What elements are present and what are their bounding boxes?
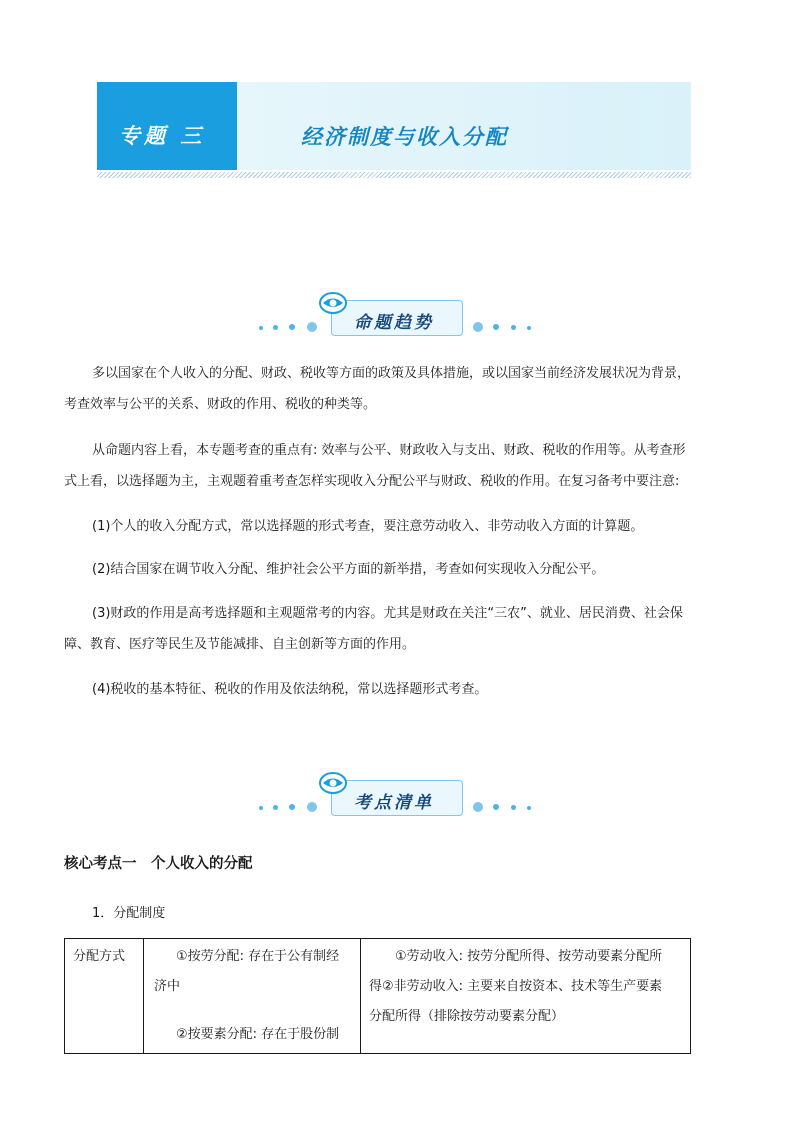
right-line-3: 分配所得（排除按劳动要素分配） [369,1009,565,1024]
topic-label-box [97,82,237,170]
right-line-1: ①劳动收入: 按劳分配所得、按劳动要素分配所 [395,949,663,964]
eye-icon [319,772,347,794]
trend-p2-line1: 从命题内容上看，本专题考查的重点有: 效率与公平、财政收入与支出、财政、税收的作用等。从考查形 [92,443,686,458]
table-label: 分配方式 [73,949,126,964]
trend-section-badge [255,300,535,340]
banner-divider [97,172,691,178]
table-mid-cell [144,939,361,1054]
trend-badge-label: 命题趋势 [354,313,434,333]
topic-title-box [237,82,691,170]
checklist-badge-label: 考点清单 [354,793,434,813]
trend-item-4: (4)税收的基本特征、税收的作用及依法纳税，常以选择题形式考查。 [92,682,488,697]
dots-left [255,804,325,814]
dots-right [473,804,543,814]
mid-line-1: ①按劳分配: 存在于公有制经 [176,949,340,964]
trend-item-3-line1: (3)财政的作用是高考选择题和主观题常考的内容。尤其是财政在关注“三农”、就业、居民消费、社会保 [92,606,683,621]
checklist-badge-box [331,780,463,816]
table-row [65,939,691,1054]
trend-p2-line2: 式上看，以选择题为主，主观题着重考查怎样实现收入分配公平与财政、税收的作用。在复习备考中要注意: [64,474,680,489]
table-label-cell [65,939,144,1054]
topic-title: 经济制度与收入分配 [301,125,508,149]
topic-banner [97,82,691,170]
trend-badge-box [331,300,463,336]
right-line-2: 得②非劳动收入: 主要来自按资本、技术等生产要素 [369,979,663,994]
distribution-subhead: 1．分配制度 [92,906,166,921]
mid-line-2: 济中 [154,979,181,994]
trend-item-1: (1)个人的收入分配方式，常以选择题的形式考查，要注意劳动收入、非劳动收入方面的计算题。 [92,519,644,534]
distribution-table [64,938,691,1054]
trend-p1-line2: 考查效率与公平的关系、财政的作用、税收的种类等。 [64,397,377,412]
topic-label: 专题 三 [119,124,206,148]
mid-line-3: ②按要素分配: 存在于股份制 [176,1027,340,1042]
dots-left [255,324,325,334]
trend-p1-line1: 多以国家在个人收入的分配、财政、税收等方面的政策及具体措施，或以国家当前经济发展状况为背景， [92,366,691,381]
eye-icon [319,292,347,314]
dots-right [473,324,543,334]
table-right-cell [361,939,691,1054]
core-point-title: 核心考点一 个人收入的分配 [64,856,253,872]
trend-item-3-line2: 障、教育、医疗等民生及节能减排、自主创新等方面的作用。 [64,637,416,652]
trend-item-2: (2)结合国家在调节收入分配、维护社会公平方面的新举措，考查如何实现收入分配公平。 [92,562,605,577]
checklist-section-badge [255,780,535,820]
